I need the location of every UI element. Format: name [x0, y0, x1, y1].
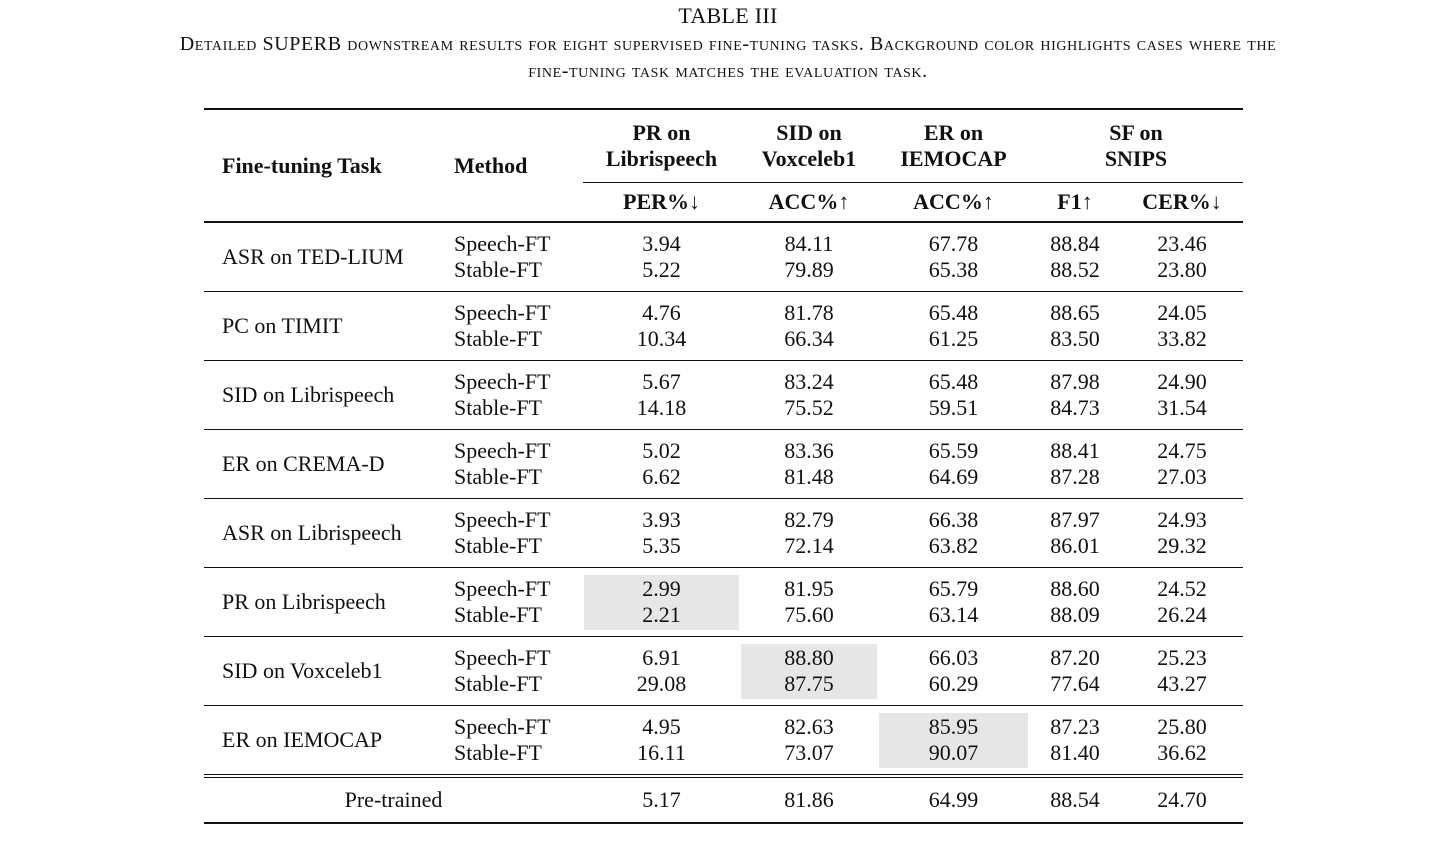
value-speech: 24.75 [1157, 437, 1207, 463]
cell-cer [1121, 637, 1243, 706]
pretrained-pr: 5.17 [583, 776, 740, 823]
table-row [204, 222, 1243, 292]
row-methods [451, 706, 583, 777]
value-speech: 3.94 [642, 230, 681, 256]
metric-er-acc: ACC%↑ [878, 183, 1029, 223]
value-stable: 5.22 [642, 257, 681, 282]
value-stable: 29.08 [636, 671, 687, 696]
value-stable: 86.01 [1050, 533, 1100, 558]
value-speech: 4.76 [642, 299, 681, 325]
value-stable: 59.51 [928, 395, 979, 420]
value-stable: 73.07 [784, 740, 834, 765]
value-stable: 23.80 [1157, 257, 1207, 282]
pretrained-label: Pre-trained [204, 776, 583, 823]
row-methods [451, 637, 583, 706]
value-stable: 36.62 [1157, 740, 1207, 765]
row-task: PR on Librispeech [204, 568, 451, 637]
method-stable-ft: Stable-FT [454, 464, 542, 489]
value-speech: 88.65 [1050, 299, 1100, 325]
value-speech: 88.41 [1050, 437, 1100, 463]
cell-pr [583, 499, 740, 568]
highlight-box [584, 575, 739, 630]
value-speech: 66.03 [928, 644, 979, 670]
value-speech: 81.95 [784, 575, 834, 601]
value-speech: 6.91 [642, 644, 681, 670]
value-speech: 24.52 [1157, 575, 1207, 601]
pretrained-row [204, 776, 1243, 823]
header-er [878, 109, 1029, 183]
value-stable: 77.64 [1050, 671, 1100, 696]
cell-sid [740, 499, 878, 568]
metric-sid-acc: ACC%↑ [740, 183, 878, 223]
row-task: PC on TIMIT [204, 292, 451, 361]
value-speech: 25.23 [1157, 644, 1207, 670]
cell-pr [583, 430, 740, 499]
value-stable: 88.52 [1050, 257, 1100, 282]
pretrained-f1: 88.54 [1029, 776, 1121, 823]
value-speech: 82.79 [784, 506, 834, 532]
value-stable: 16.11 [637, 740, 686, 765]
pretrained-er: 64.99 [878, 776, 1029, 823]
cell-er [878, 499, 1029, 568]
value-speech: 87.98 [1050, 368, 1100, 394]
method-speech-ft: Speech-FT [454, 230, 551, 256]
method-stable-ft: Stable-FT [454, 533, 542, 558]
cell-f1 [1029, 637, 1121, 706]
value-stable: 14.18 [636, 395, 687, 420]
value-speech: 5.67 [642, 368, 681, 394]
value-stable: 64.69 [928, 464, 979, 489]
cell-f1 [1029, 568, 1121, 637]
cell-pr [583, 706, 740, 777]
value-stable: 43.27 [1157, 671, 1207, 696]
row-task: SID on Voxceleb1 [204, 637, 451, 706]
value-stable: 5.35 [642, 533, 681, 558]
cell-pr [583, 361, 740, 430]
value-stable: 26.24 [1157, 602, 1207, 627]
results-table [204, 108, 1243, 824]
value-speech: 87.23 [1050, 713, 1100, 739]
header-pr-line1: PR on [632, 120, 691, 145]
value-stable: 75.52 [784, 395, 834, 420]
value-speech: 87.97 [1050, 506, 1100, 532]
method-stable-ft: Stable-FT [454, 395, 542, 420]
value-speech: 67.78 [928, 230, 979, 256]
cell-cer [1121, 430, 1243, 499]
header-er-line1: ER on [923, 120, 984, 145]
value-stable: 90.07 [928, 740, 979, 765]
value-speech: 85.95 [928, 713, 979, 739]
value-speech: 66.38 [928, 506, 979, 532]
value-stable: 61.25 [928, 326, 979, 351]
cell-cer [1121, 292, 1243, 361]
table-row [204, 706, 1243, 777]
value-speech: 2.99 [642, 575, 681, 601]
value-stable: 10.34 [636, 326, 687, 351]
value-speech: 88.60 [1050, 575, 1100, 601]
table-row [204, 361, 1243, 430]
value-speech: 65.79 [928, 575, 979, 601]
cell-cer [1121, 361, 1243, 430]
value-speech: 83.36 [784, 437, 834, 463]
value-stable: 6.62 [642, 464, 681, 489]
header-sid [740, 109, 878, 183]
header-sf [1029, 109, 1243, 183]
row-task: ASR on Librispeech [204, 499, 451, 568]
cell-cer [1121, 222, 1243, 292]
value-speech: 83.24 [784, 368, 834, 394]
cell-sid [740, 292, 878, 361]
value-speech: 25.80 [1157, 713, 1207, 739]
table-row [204, 568, 1243, 637]
value-stable: 72.14 [784, 533, 834, 558]
header-fine-tuning-task: Fine-tuning Task [204, 109, 451, 222]
value-stable: 75.60 [784, 602, 834, 627]
cell-er [878, 361, 1029, 430]
method-speech-ft: Speech-FT [454, 437, 551, 463]
cell-er [878, 430, 1029, 499]
cell-sid [740, 222, 878, 292]
method-speech-ft: Speech-FT [454, 713, 551, 739]
cell-cer [1121, 706, 1243, 777]
value-stable: 88.09 [1050, 602, 1100, 627]
row-task: ER on CREMA-D [204, 430, 451, 499]
highlight-box [879, 713, 1028, 768]
method-speech-ft: Speech-FT [454, 299, 551, 325]
value-speech: 88.80 [784, 644, 834, 670]
value-stable: 65.38 [928, 257, 979, 282]
value-stable: 33.82 [1157, 326, 1207, 351]
header-sid-line1: SID on [776, 120, 842, 145]
method-stable-ft: Stable-FT [454, 257, 542, 282]
method-speech-ft: Speech-FT [454, 506, 551, 532]
value-stable: 79.89 [784, 257, 834, 282]
method-speech-ft: Speech-FT [454, 575, 551, 601]
value-speech: 82.63 [784, 713, 834, 739]
header-pr-line2: Librispeech [605, 146, 718, 171]
table-label: TABLE III [678, 3, 778, 28]
table-caption [0, 31, 1456, 85]
cell-pr [583, 637, 740, 706]
value-stable: 83.50 [1050, 326, 1100, 351]
value-speech: 4.95 [642, 713, 681, 739]
cell-f1 [1029, 222, 1121, 292]
method-stable-ft: Stable-FT [454, 740, 542, 765]
cell-sid-highlighted [740, 637, 878, 706]
value-speech: 88.84 [1050, 230, 1100, 256]
cell-er [878, 292, 1029, 361]
highlight-box [741, 644, 877, 699]
header-sid-line2: Voxceleb1 [761, 146, 857, 171]
caption-line-2: fine-tuning task matches the evaluation task. [528, 60, 928, 82]
method-stable-ft: Stable-FT [454, 326, 542, 351]
row-task: ER on IEMOCAP [204, 706, 451, 777]
value-speech: 65.48 [928, 368, 979, 394]
value-speech: 5.02 [642, 437, 681, 463]
metric-sf-cer: CER%↓ [1121, 183, 1243, 223]
cell-pr [583, 222, 740, 292]
row-methods [451, 222, 583, 292]
row-methods [451, 361, 583, 430]
cell-er [878, 222, 1029, 292]
value-stable: 31.54 [1157, 395, 1207, 420]
value-stable: 60.29 [928, 671, 979, 696]
value-speech: 87.20 [1050, 644, 1100, 670]
value-stable: 81.40 [1050, 740, 1100, 765]
value-stable: 29.32 [1157, 533, 1207, 558]
metric-pr-per: PER%↓ [583, 183, 740, 223]
row-task: ASR on TED-LIUM [204, 222, 451, 292]
cell-f1 [1029, 499, 1121, 568]
cell-sid [740, 706, 878, 777]
value-stable: 81.48 [784, 464, 834, 489]
value-speech: 24.93 [1157, 506, 1207, 532]
cell-sid [740, 568, 878, 637]
cell-pr [583, 292, 740, 361]
cell-f1 [1029, 292, 1121, 361]
row-methods [451, 292, 583, 361]
cell-pr-highlighted [583, 568, 740, 637]
value-stable: 66.34 [784, 326, 834, 351]
cell-er [878, 568, 1029, 637]
value-speech: 65.48 [928, 299, 979, 325]
header-sf-line2: SNIPS [1104, 146, 1168, 171]
value-stable: 2.21 [642, 602, 681, 627]
metric-sf-f1: F1↑ [1029, 183, 1121, 223]
cell-cer [1121, 568, 1243, 637]
row-methods [451, 499, 583, 568]
cell-er-highlighted [878, 706, 1029, 777]
header-er-line2: IEMOCAP [900, 146, 1007, 171]
value-speech: 24.90 [1157, 368, 1207, 394]
header-sf-line1: SF on [1109, 120, 1163, 145]
method-speech-ft: Speech-FT [454, 644, 551, 670]
table-row [204, 430, 1243, 499]
value-stable: 63.14 [928, 602, 979, 627]
value-speech: 3.93 [642, 506, 681, 532]
cell-sid [740, 361, 878, 430]
cell-f1 [1029, 361, 1121, 430]
cell-sid [740, 430, 878, 499]
value-stable: 87.75 [784, 671, 834, 696]
header-method: Method [451, 109, 583, 222]
method-speech-ft: Speech-FT [454, 368, 551, 394]
cell-er [878, 637, 1029, 706]
value-stable: 87.28 [1050, 464, 1100, 489]
method-stable-ft: Stable-FT [454, 602, 542, 627]
row-methods [451, 568, 583, 637]
method-stable-ft: Stable-FT [454, 671, 542, 696]
table-row [204, 292, 1243, 361]
table-row [204, 499, 1243, 568]
value-speech: 65.59 [928, 437, 979, 463]
caption-line-1: Detailed SUPERB downstream results for eight supervised fine-tuning tasks. Background color highlights cases where the [179, 33, 1277, 55]
pretrained-cer: 24.70 [1121, 776, 1243, 823]
value-speech: 81.78 [784, 299, 834, 325]
value-stable: 27.03 [1157, 464, 1207, 489]
value-stable: 63.82 [928, 533, 979, 558]
cell-cer [1121, 499, 1243, 568]
pretrained-sid: 81.86 [740, 776, 878, 823]
header-pr [583, 109, 740, 183]
table-row [204, 637, 1243, 706]
value-speech: 24.05 [1157, 299, 1207, 325]
value-speech: 84.11 [784, 230, 834, 256]
value-speech: 23.46 [1157, 230, 1207, 256]
cell-f1 [1029, 430, 1121, 499]
row-methods [451, 430, 583, 499]
value-stable: 84.73 [1050, 395, 1100, 420]
row-task: SID on Librispeech [204, 361, 451, 430]
cell-f1 [1029, 706, 1121, 777]
